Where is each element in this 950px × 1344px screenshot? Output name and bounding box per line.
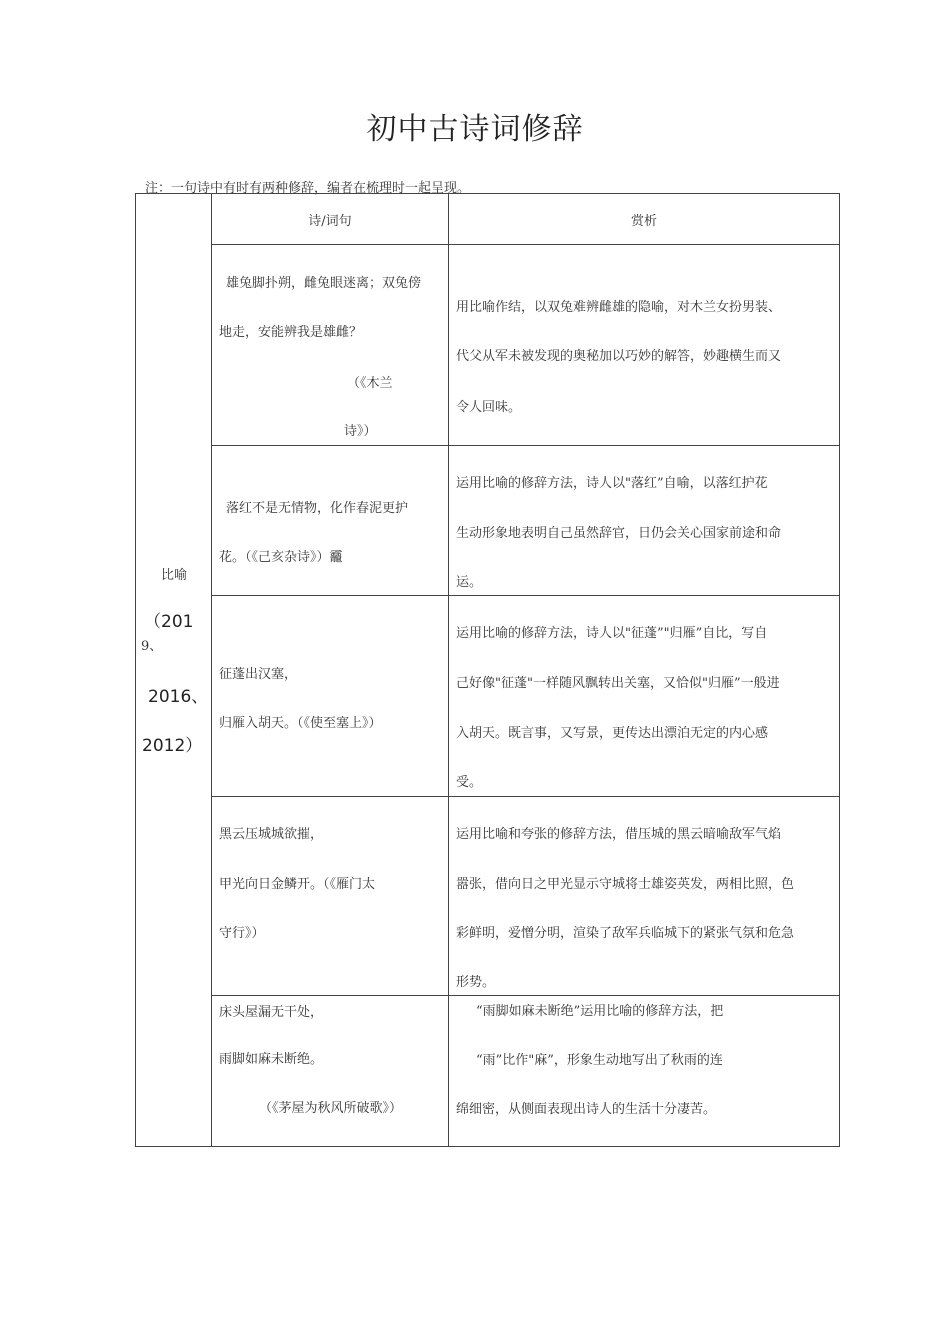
poem-line: 甲光向日金鳞开。（《雁门太 xyxy=(219,877,376,892)
poem-line: 归雁入胡天。（《使至塞上》） xyxy=(219,716,382,731)
analysis-line: 令人回味。 xyxy=(456,400,522,415)
poem-line: 守行》） xyxy=(219,926,265,941)
analysis-line: 生动形象地表明自己虽然辞官，日仍会关心国家前途和命 xyxy=(456,526,782,541)
analysis-cell xyxy=(449,245,840,446)
analysis-cell xyxy=(449,797,840,996)
analysis-line: 彩鲜明，爱憎分明，渲染了敌军兵临城下的紧张气氛和危急 xyxy=(456,926,795,941)
header-poem: 诗/词句 xyxy=(212,194,449,245)
analysis-line: 运用比喻的修辞方法，诗人以"落红”自喻，以落红护花 xyxy=(456,476,768,491)
document-title: 初中古诗词修辞 xyxy=(366,112,584,147)
table-row xyxy=(136,596,840,797)
poem-line: 地走，安能辨我是雄雌？ xyxy=(219,325,363,340)
category-name: 比喻 xyxy=(161,568,188,583)
analysis-line: 己好像"征蓬"一样随风飘转出关塞，又恰似"归雁”一般进 xyxy=(456,676,780,691)
poem-line: 黑云压城城欲摧， xyxy=(219,827,324,842)
poem-line: 雄兔脚扑朔，雌兔眼迷离；双兔傍 xyxy=(226,276,422,291)
note-text: 注：一句诗中有时有两种修辞，编者在梳理时一起呈现。 xyxy=(145,181,471,196)
rhetoric-table xyxy=(135,193,840,1147)
analysis-line: 运用比喻的修辞方法，诗人以"征蓬”"归雁”自比，写自 xyxy=(456,626,768,641)
analysis-line: 嚣张，借向日之甲光显示守城将士雄姿英发，两相比照，色 xyxy=(456,877,795,892)
poem-line: 征蓬出汉塞， xyxy=(219,667,298,682)
poem-line: （《茅屋为秋风所破歌》） xyxy=(259,1101,403,1116)
poem-cell xyxy=(212,596,449,797)
table-row xyxy=(136,446,840,596)
poem-cell xyxy=(212,446,449,596)
analysis-line: 绵细密，从侧面表现出诗人的生活十分凄苦。 xyxy=(456,1102,717,1117)
header-analysis: 赏析 xyxy=(449,194,840,245)
category-years-line-2: 9、 xyxy=(141,639,163,654)
analysis-cell xyxy=(449,596,840,797)
analysis-line: 入胡天。既言事，又写景，更传达出漂泊无定的内心感 xyxy=(456,726,769,741)
category-years-line-4: 2012） xyxy=(142,736,203,756)
poem-line: （《木兰 xyxy=(347,376,393,391)
poem-cell xyxy=(212,245,449,446)
analysis-cell xyxy=(449,996,840,1147)
analysis-line: 运。 xyxy=(456,575,483,590)
analysis-cell xyxy=(449,446,840,596)
analysis-line: 受。 xyxy=(456,775,483,790)
table-row xyxy=(136,996,840,1147)
category-cell xyxy=(136,194,212,1147)
poem-line: 诗》） xyxy=(344,424,377,439)
analysis-line: 用比喻作结，以双兔难辨雌雄的隐喻，对木兰女扮男装、 xyxy=(456,300,782,315)
category-years-line-3: 2016、 xyxy=(148,687,209,707)
table-row xyxy=(136,245,840,446)
table-row xyxy=(136,797,840,996)
analysis-line: “雨”比作"麻”，形象生动地写出了秋雨的连 xyxy=(476,1053,723,1068)
poem-line: 雨脚如麻未断绝。 xyxy=(219,1052,324,1067)
category-years-line-1: （201 xyxy=(144,612,194,632)
analysis-line: “雨脚如麻未断绝”运用比喻的修辞方法，把 xyxy=(476,1004,724,1019)
poem-line: 床头屋漏无干处， xyxy=(219,1005,324,1020)
poem-line: 花。（《己亥杂诗》）龗 xyxy=(219,550,343,565)
poem-line: 落红不是无情物，化作春泥更护 xyxy=(226,501,409,516)
analysis-line: 代父从军未被发现的奥秘加以巧妙的解答，妙趣横生而又 xyxy=(456,349,782,364)
analysis-line: 形势。 xyxy=(456,975,496,990)
poem-cell xyxy=(212,797,449,996)
analysis-line: 运用比喻和夸张的修辞方法，借压城的黑云暗喻敌军气焰 xyxy=(456,827,782,842)
poem-cell xyxy=(212,996,449,1147)
